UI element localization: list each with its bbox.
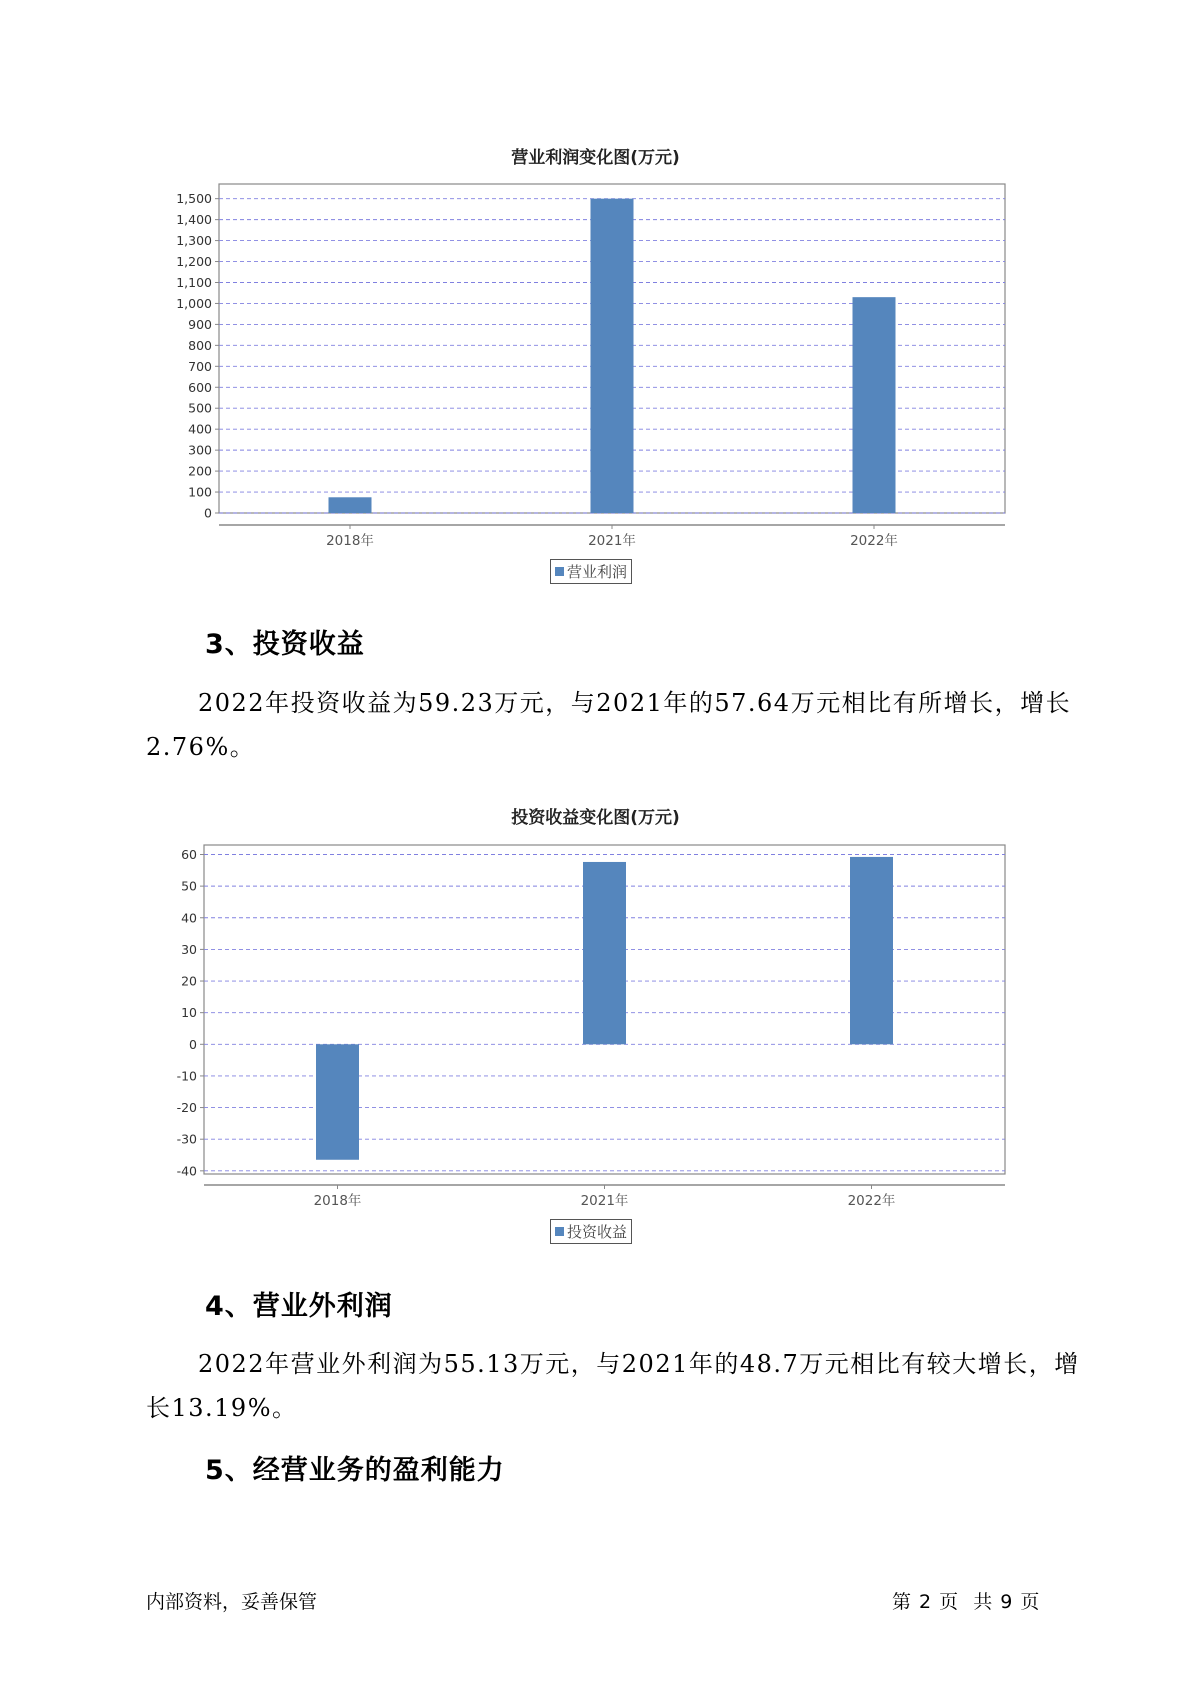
chart-1-ytick-label: 1,300 — [176, 233, 212, 249]
chart-1-ytick-label: 500 — [188, 400, 212, 416]
chart-2-ytick-label: -30 — [176, 1131, 197, 1147]
chart-1-title: 营业利润变化图(万元) — [511, 148, 680, 168]
chart-2-title: 投资收益变化图(万元) — [511, 808, 680, 828]
chart-2-ytick-label: 30 — [181, 941, 197, 957]
chart-1-xtick-label: 2018年 — [326, 533, 374, 549]
chart-2-xtick-label: 2022年 — [847, 1193, 896, 1209]
chart-2-bar-1 — [316, 1044, 359, 1159]
chart-1-ytick-label: 1,000 — [176, 295, 212, 311]
section-4-paragraph: 2022年营业外利润为55.13万元，与2021年的48.7万元相比有较大增长，增长13.19%。 — [146, 1350, 1080, 1422]
chart-1-ytick-label: 200 — [188, 463, 212, 479]
chart-1-ytick-label: 900 — [188, 316, 212, 332]
chart-2-legend-label: 投资收益 — [567, 1223, 628, 1241]
chart-2-bar-3 — [850, 857, 893, 1044]
chart-2-ytick-label: 60 — [181, 846, 197, 862]
chart-1-ytick-label: 100 — [188, 484, 212, 500]
chart-2-bar-2 — [583, 862, 626, 1044]
chart-1-ytick-label: 1,500 — [176, 191, 212, 207]
chart-1-ytick-label: 600 — [188, 379, 212, 395]
chart-2-ytick-label: 40 — [181, 910, 197, 926]
footer-page-number: 第 2 页 共 9 页 — [892, 1591, 1041, 1613]
chart-1-xtick-label: 2022年 — [850, 533, 898, 549]
chart-1-ytick-label: 0 — [204, 505, 212, 521]
chart-1-ytick-label: 1,400 — [176, 212, 212, 228]
chart-2-ytick-label: 10 — [181, 1005, 197, 1021]
chart-1-ytick-label: 400 — [188, 421, 212, 437]
chart-1-ytick-label: 300 — [188, 442, 212, 458]
chart-2-xtick-label: 2018年 — [313, 1193, 362, 1209]
chart-1-legend-label: 营业利润 — [567, 563, 628, 581]
chart-2-xtick-label: 2021年 — [580, 1193, 629, 1209]
legend-swatch-icon — [555, 1227, 564, 1236]
chart-2-ytick-label: 20 — [181, 973, 197, 989]
chart-2-legend — [550, 1219, 632, 1244]
section-5-heading: 5、经营业务的盈利能力 — [205, 1455, 505, 1486]
chart-2-ytick-label: -20 — [176, 1100, 197, 1116]
chart-2-ytick-label: -40 — [176, 1163, 197, 1179]
chart-1-ytick-label: 800 — [188, 337, 212, 353]
section-4-heading: 4、营业外利润 — [205, 1291, 393, 1322]
chart-1-ytick-label: 700 — [188, 358, 212, 374]
chart-2-ytick-label: 50 — [181, 878, 197, 894]
section-3-paragraph: 2022年投资收益为59.23万元，与2021年的57.64万元相比有所增长，增长2.76%。 — [146, 689, 1072, 761]
section-3-heading: 3、投资收益 — [205, 629, 365, 660]
chart-2-ytick-label: -10 — [176, 1068, 197, 1084]
chart-1-ytick-label: 1,200 — [176, 254, 212, 270]
footer-confidential-note: 内部资料，妥善保管 — [146, 1591, 318, 1613]
chart-2-ytick-label: 0 — [189, 1036, 197, 1052]
chart-1-ytick-label: 1,100 — [176, 274, 212, 290]
chart-1-xtick-label: 2021年 — [588, 533, 636, 549]
